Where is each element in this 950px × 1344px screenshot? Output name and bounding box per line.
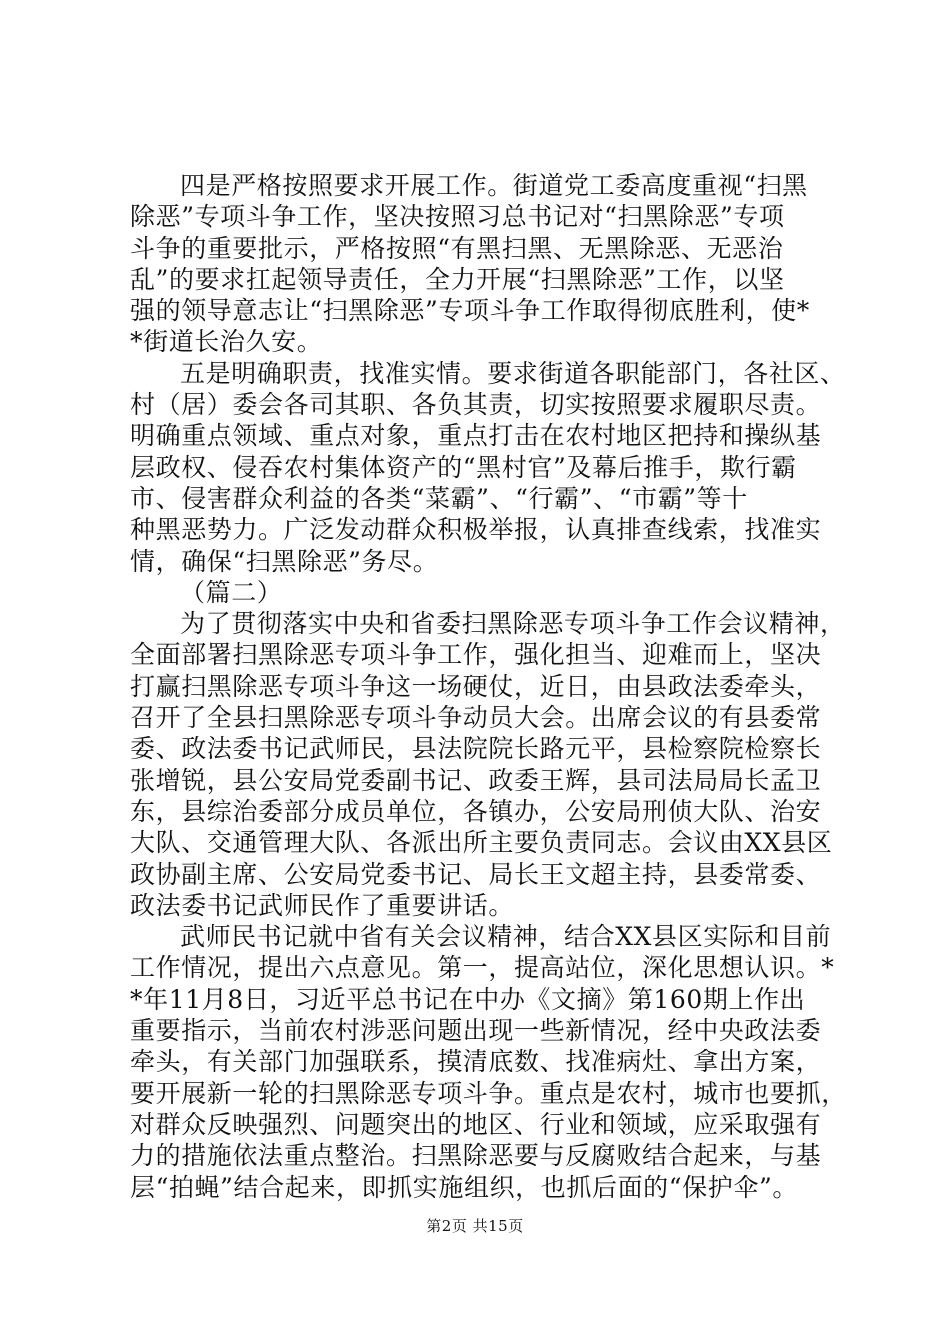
text-line: 召开了全县扫黑除恶专项斗争动员大会。出席会议的有县委常	[130, 703, 822, 733]
page-number-footer: 第2页 共15页	[426, 1217, 524, 1235]
text-line: 村（居）委会各司其职、各负其责，切实按照要求履职尽责。	[130, 390, 822, 420]
text-line: 强的领导意志让“扫黑除恶”专项斗争工作取得彻底胜利，使*	[130, 296, 810, 326]
text-line: 全面部署扫黑除恶专项斗争工作，强化担当、迎难而上，坚决	[130, 640, 822, 670]
text-line: 层政权、侵吞农村集体资产的“黑村官”及幕后推手，欺行霸	[130, 452, 797, 482]
text-line: 要开展新一轮的扫黑除恶专项斗争。重点是农村，城市也要抓，	[130, 1078, 847, 1108]
paragraph-1	[130, 170, 830, 358]
text-line: 武师民书记就中省有关会议精神，结合XX县区实际和目前	[180, 922, 832, 952]
text-line: 五是明确职责，找准实情。要求街道各职能部门，各社区、	[180, 358, 846, 388]
paragraph-2	[130, 358, 846, 577]
text-line: 委、政法委书记武师民，县法院院长路元平，县检察院检察长	[130, 734, 822, 764]
text-line: 对群众反映强烈、问题突出的地区、行业和领域，应采取强有	[130, 1109, 822, 1139]
text-line: 市、侵害群众利益的各类“菜霸”、“行霸”、“市霸”等十	[130, 483, 748, 513]
text-line: 工作情况，提出六点意见。第一，提高站位，深化思想认识。*	[130, 953, 835, 983]
text-line: 政协副主席、公安局党委书记、局长王文超主持，县委常委、	[130, 859, 822, 889]
text-line: 重要指示，当前农村涉恶问题出现一些新情况，经中央政法委	[130, 1016, 822, 1046]
text-line: 为了贯彻落实中央和省委扫黑除恶专项斗争工作会议精神，	[180, 609, 846, 639]
text-line: 情，确保“扫黑除恶”务尽。	[130, 546, 439, 576]
paragraph-3	[130, 608, 846, 921]
text-line: 张增锐，县公安局党委副书记、政委王辉，县司法局局长孟卫	[130, 765, 822, 795]
text-line: 大队、交通管理大队、各派出所主要负责同志。会议由XX县区	[130, 828, 833, 858]
text-line: 政法委书记武师民作了重要讲话。	[130, 890, 515, 920]
section-heading	[130, 577, 830, 608]
text-line: *街道长治久安。	[130, 327, 323, 357]
text-line: 乱”的要求扛起领导责任，全力开展“扫黑除恶”工作，以坚	[130, 264, 785, 294]
document-body	[130, 170, 847, 1203]
section-title: （篇二）	[180, 577, 283, 607]
text-line: 四是严格按照要求开展工作。街道党工委高度重视“扫黑	[180, 171, 808, 200]
text-line: 明确重点领域、重点对象，重点打击在农村地区把持和操纵基	[130, 421, 822, 451]
text-line: 打赢扫黑除恶专项斗争这一场硬仗，近日，由县政法委牵头，	[130, 671, 822, 701]
text-line: *年11月8日，习近平总书记在中办《文摘》第160期上作出	[130, 984, 806, 1014]
text-line: 斗争的重要批示，严格按照“有黑扫黑、无黑除恶、无恶治	[130, 233, 784, 263]
text-line: 力的措施依法重点整治。扫黑除恶要与反腐败结合起来，与基	[130, 1141, 822, 1171]
text-line: 东，县综治委部分成员单位，各镇办，公安局刑侦大队、治安	[130, 796, 822, 826]
text-line: 层“拍蝇”结合起来，即抓实施组织，也抓后面的“保护伞”。	[130, 1172, 798, 1202]
text-line: 牵头，有关部门加强联系，摸清底数、找准病灶、拿出方案，	[130, 1047, 822, 1077]
text-line: 种黑恶势力。广泛发动群众积极举报，认真排查线索，找准实	[130, 515, 822, 545]
paragraph-4	[130, 921, 847, 1203]
text-line: 除恶”专项斗争工作，坚决按照习总书记对“扫黑除恶”专项	[130, 202, 785, 232]
